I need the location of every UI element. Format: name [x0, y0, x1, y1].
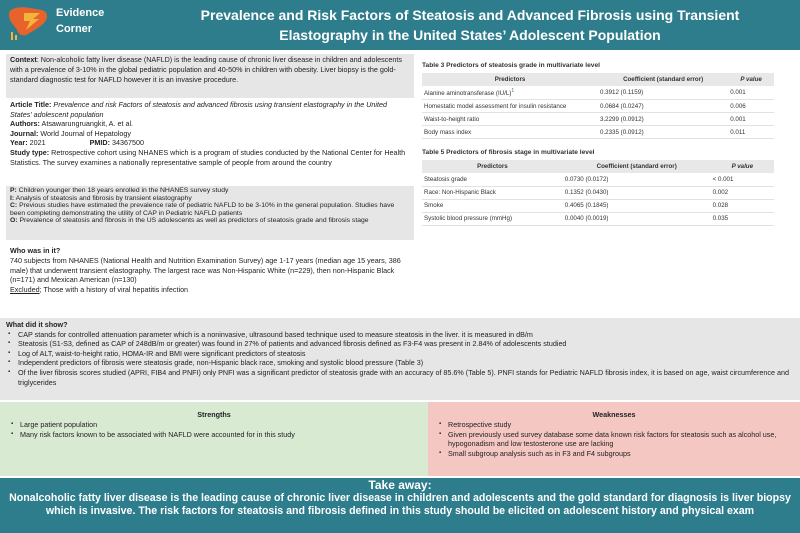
table3-header-coefficient: Coefficient (standard error): [598, 73, 728, 86]
what-list: [6, 330, 794, 388]
context-text: : Non-alcoholic fatty liver disease (NAFLD) is the leading cause of chronic liver disease in children and adolescents with a prevalence of 3-10% in the global pediatric population and 40-50% in children with obesity. Liver biopsy is the gold-standard diagnostic test for NAFLD however it is an invasive procedure.: [10, 55, 402, 85]
takeaway-title: Take away:: [368, 478, 432, 492]
study-type-label: Study type:: [10, 147, 50, 157]
table-cell: 0.4065 (0.1845): [563, 199, 711, 212]
table5-header-pvalue: P value: [711, 160, 774, 173]
table-cell: Waist-to-height ratio: [422, 113, 598, 126]
table-row: [422, 113, 774, 126]
table-row: [422, 186, 774, 199]
table-cell: 0.001: [728, 86, 774, 100]
context-label: Context: [10, 55, 37, 64]
table3-caption: Table 3 Predictors of steatosis grade in multivariate level: [422, 62, 600, 69]
list-item: ▪ Steatosis (S1-S3, defined as CAP of 248dB/m or greater) was found in 27% of patients and advanced fibrosis defined as F3-F4 was present in 2.84% of adolescents studied: [18, 339, 794, 349]
pico-i-value: Analysis of steatosis and fibrosis by transient elastography: [14, 194, 192, 202]
study-type-value: Retrospective cohort using NHANES which is a program of studies conducted by the National Center for Health Statistics. The survey examines a nationally representative sample of people from around the country: [10, 147, 406, 167]
table-cell: 0.011: [728, 126, 774, 139]
table-cell: 3.2299 (0.0912): [598, 113, 728, 126]
list-item: ▪ Large patient population: [20, 420, 418, 429]
table3-header-row: [422, 73, 774, 86]
table-cell: 0.1352 (0.0430): [563, 186, 711, 199]
list-item: ▪ Independent predictors of fibrosis were steatosis grade, non-Hispanic black race, smoking and systolic blood pressure (Table 3): [18, 358, 794, 368]
table-cell: Steatosis grade: [422, 173, 563, 186]
table-row: [422, 173, 774, 186]
who-label: Who was in it?: [10, 246, 61, 255]
table-cell: 0.001: [728, 113, 774, 126]
table3-header-pvalue: P value: [728, 73, 774, 86]
pico-p-label: P:: [10, 187, 17, 194]
logo-line1: Evidence: [56, 7, 105, 19]
pico-i-label: I:: [10, 194, 15, 202]
table-row: [422, 212, 774, 225]
table-cell: Smoke: [422, 199, 563, 212]
excluded-label: Excluded: [10, 285, 40, 295]
strengths-list: [10, 420, 418, 439]
list-item: ▪ Of the liver fibrosis scores studied (APRI, FIB4 and PNFI) only PNFI was a significant predictor of steatosis grade with an accuracy of 85.6% (Table 5). PNFI stands for Pediatric NAFLD fibrosis index, it is based on age, waist circumference and triglycerides: [18, 368, 794, 387]
pico-p: [10, 187, 410, 195]
pico-i: [10, 195, 410, 203]
table3: [422, 73, 774, 139]
excluded-value: ; Those with a history of viral hepatitis infection: [39, 285, 189, 295]
authors-row: [10, 119, 410, 129]
what-label: What did it show?: [6, 320, 68, 329]
table-cell: 0.3912 (0.1159): [598, 86, 728, 100]
table-cell: Race: Non-Hispanic Black: [422, 186, 563, 199]
strengths-box: [0, 402, 428, 476]
table-cell: Homestatic model assessment for insulin resistance: [422, 100, 598, 113]
pico-box: [6, 186, 414, 240]
pico-o-label: O:: [10, 217, 18, 225]
table-cell: 0.035: [711, 212, 774, 225]
evidence-corner-logo: [6, 3, 136, 45]
year-label: Year:: [10, 138, 28, 148]
pico-c-label: C:: [10, 202, 18, 210]
list-item: ▪ Retrospective study: [448, 420, 790, 429]
weaknesses-list: [438, 420, 790, 458]
pico-o-value: Prevalence of steatosis and fibrosis in the US adolescents as well as predictors of steatosis grade and fibrosis stage: [17, 217, 369, 225]
list-item: ▪ Log of ALT, waist-to-height ratio, HOMA-IR and BMI were significant predictors of steatosis: [18, 349, 794, 359]
year-row: [10, 138, 410, 148]
table-row: [422, 86, 774, 100]
table3-header-predictors: Predictors: [422, 73, 598, 86]
table-cell: 0.0040 (0.0019): [563, 212, 711, 225]
strengths-title: Strengths: [197, 410, 231, 419]
table5-header-predictors: Predictors: [422, 160, 563, 173]
list-item: ▪ Small subgroup analysis such as in F3 and F4 subgroups: [448, 449, 790, 458]
pico-o: [10, 217, 410, 225]
table-row: [422, 100, 774, 113]
footnote-mark: 1: [511, 88, 515, 94]
table5: [422, 160, 774, 226]
liver-icon: [6, 4, 50, 44]
tables-panel: [418, 54, 800, 304]
article-title-value: Prevalence and risk Factors of steatosis and advanced fibrosis using transient elastography in the United States’ adolescent population: [10, 100, 388, 119]
journal-value: World Journal of Hepatology: [38, 128, 131, 138]
journal-label: Journal:: [10, 128, 39, 138]
weaknesses-title: Weaknesses: [592, 410, 636, 419]
table5-caption: Table 5 Predictors of fibrosis stage in multivariate level: [422, 149, 595, 157]
who-was-in-it-section: [6, 246, 414, 295]
list-item: ▪ CAP stands for controlled attenuation parameter which is a noninvasive, ultrasound based technique used to measure steatosis in the liver. it is measured in dB/m: [18, 330, 794, 340]
table-row: [422, 199, 774, 212]
context-box: [6, 54, 414, 98]
logo-line2: Corner: [56, 23, 93, 35]
weaknesses-box: [428, 402, 800, 476]
pico-p-value: Children younger then 18 years enrolled in the NHANES survey study: [16, 187, 229, 194]
what-did-it-show-section: [0, 318, 800, 400]
table-row: [422, 126, 774, 139]
who-text: 740 subjects from NHANES (National Health and Nutrition Examination Survey) age 1-17 years (median age 15 years, 386 male) that underwent transient elastography. The largest race was Non-Hispanic White (n=229), then non-Hispanic Black (n=171) and Mexican American (n=130): [10, 255, 401, 285]
year-value: 2021: [27, 138, 46, 148]
takeaway-text: Nonalcoholic fatty liver disease is the leading cause of chronic liver disease in children and adolescents and the gold standard for diagnosis is liver biopsy which is invasive. The risk factors for steatosis and fibrosis defined in this study should be elicited on adolescent history and physical exam: [9, 492, 791, 517]
table-cell: Systolic blood pressure (mmHg): [422, 212, 563, 225]
table-cell: Body mass index: [422, 126, 598, 139]
table5-header-coefficient: Coefficient (standard error): [563, 160, 711, 173]
table-cell: 0.028: [711, 199, 774, 212]
page-title: Prevalence and Risk Factors of Steatosis and Advanced Fibrosis using Transient Elastography in the United States’ Adolescent Population: [200, 7, 740, 43]
authors-value: Atsawarungruangkit, A. et al.: [39, 119, 134, 129]
article-title-label: Article Title:: [10, 100, 52, 109]
table-cell: 0.002: [711, 186, 774, 199]
pmid-value: 34367500: [109, 138, 144, 148]
header-banner: [0, 0, 800, 50]
list-item: ▪ Many risk factors known to be associated with NAFLD were accounted for in this study: [20, 430, 418, 439]
takeaway-banner: [0, 478, 800, 533]
table-cell: < 0.001: [711, 173, 774, 186]
article-details: [6, 100, 414, 167]
pico-c: [10, 202, 410, 217]
journal-row: [10, 129, 410, 139]
article-title-row: [10, 100, 410, 119]
table-cell: 0.0684 (0.0247): [598, 100, 728, 113]
table-cell: 0.0730 (0.0172): [563, 173, 711, 186]
pico-c-value: Previous studies have estimated the prevalence rate of pediatric NAFLD to be 3-10% in the general population. Studies have been completing demonstrating the utility of CAP in Pediatric NAFLD patients: [10, 202, 395, 217]
study-type-row: [10, 148, 410, 167]
authors-label: Authors:: [10, 119, 40, 129]
table-cell: Alanine aminotransferase $(IU/L)^1$: [422, 86, 598, 100]
logo-text: [56, 5, 104, 37]
pmid-label: PMID:: [89, 138, 110, 148]
table-cell: 0.006: [728, 100, 774, 113]
table5-header-row: [422, 160, 774, 173]
list-item: ▪ Given previously used survey database some data known risk factors for steatosis such as alcohol use, hypogonadism and low testosterone use are lacking: [448, 430, 790, 449]
table-cell: 0.2335 (0.0912): [598, 126, 728, 139]
